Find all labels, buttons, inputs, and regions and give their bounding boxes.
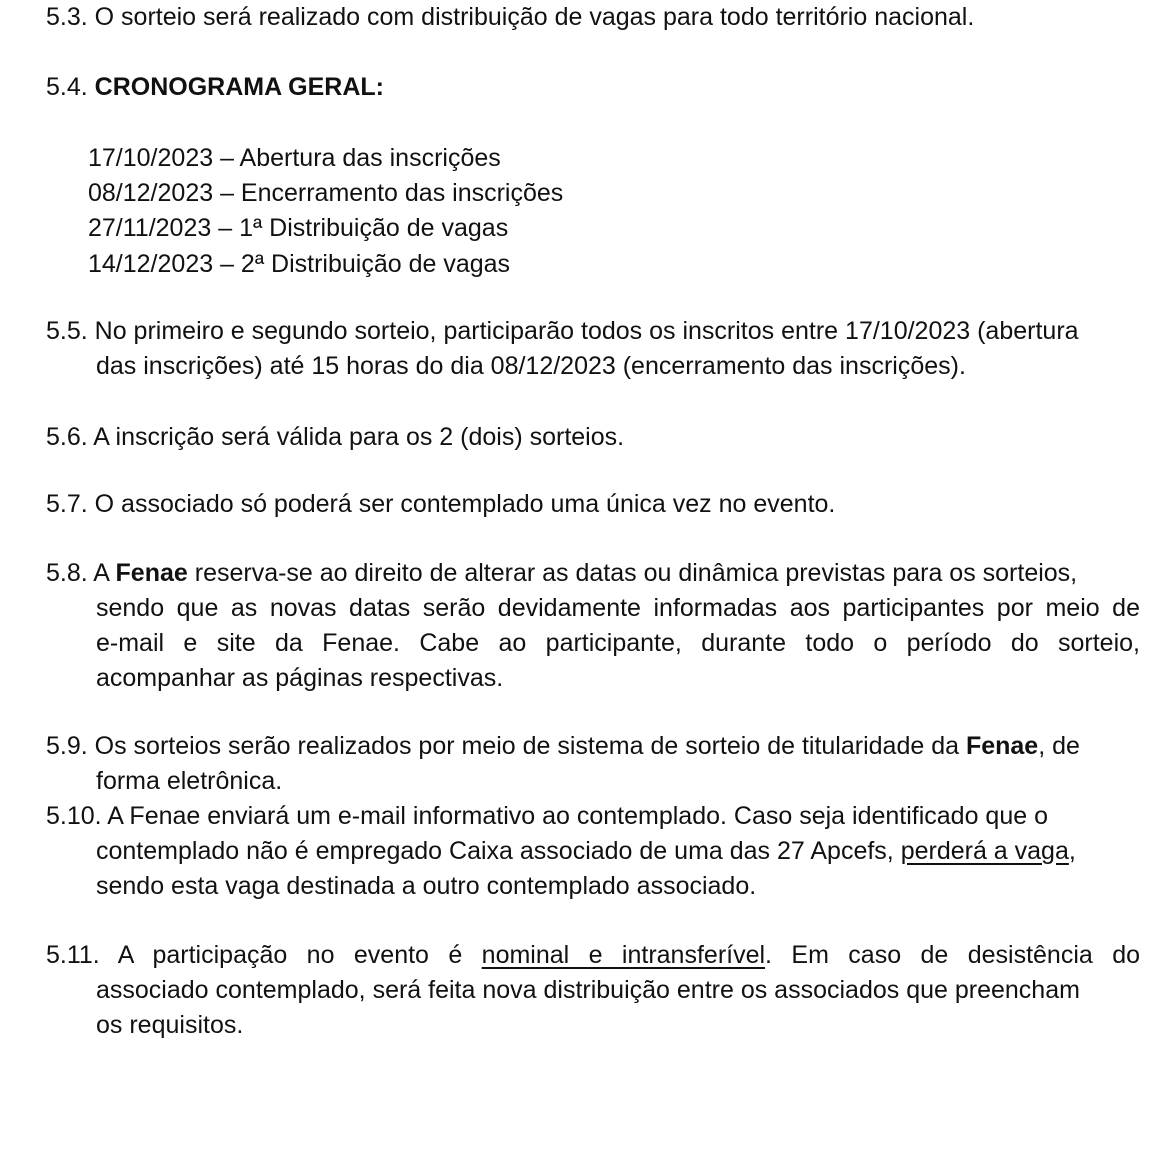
schedule-date: 14/12/2023 <box>88 250 214 278</box>
clause-text-lead: A <box>93 559 116 587</box>
schedule-item <box>88 247 510 282</box>
clause-text-lead: contemplado não é empregado Caixa associado de uma das 27 Apcefs, <box>96 837 901 865</box>
clause-number: 5.7. <box>46 490 88 518</box>
clause-5-10 <box>46 799 1048 834</box>
clause-5-11 <box>46 938 1140 973</box>
clause-text: sendo esta vaga destinada a outro contemplado associado. <box>96 872 757 900</box>
clause-text: reserva-se ao direito de alterar as datas ou dinâmica previstas para os sorteios, <box>187 559 1078 587</box>
clause-text: . Em caso de desistência do <box>765 941 1140 969</box>
fenae-bold: Fenae <box>115 559 188 587</box>
clause-5-8-line3 <box>96 626 1140 661</box>
clause-number: 5.10. <box>46 802 102 830</box>
clause-5-10-line2 <box>96 834 1076 869</box>
schedule-description: Abertura das inscrições <box>239 144 501 172</box>
schedule-item <box>88 176 563 211</box>
clause-5-4 <box>46 70 384 105</box>
clause-text: , <box>1068 837 1076 865</box>
clause-5-9 <box>46 729 1080 764</box>
schedule-separator: – <box>211 214 240 242</box>
clause-5-8-line4 <box>96 661 503 696</box>
clause-5-8-line2 <box>96 591 1140 626</box>
schedule-date: 17/10/2023 <box>88 144 214 172</box>
clause-5-11-line2 <box>96 973 1080 1008</box>
clause-text: A Fenae enviará um e-mail informativo ao contemplado. Caso seja identificado que o <box>107 802 1048 830</box>
clause-5-8 <box>46 556 1077 591</box>
clause-text: os requisitos. <box>96 1011 244 1039</box>
clause-5-3 <box>46 0 974 35</box>
clause-text: sendo que as novas datas serão devidamente informadas aos participantes por meio de <box>96 594 1140 622</box>
clause-number: 5.6. <box>46 423 88 451</box>
clause-5-9-line2 <box>96 764 282 799</box>
schedule-description: 2ª Distribuição de vagas <box>240 250 511 278</box>
clause-text: O associado só poderá ser contemplado uma única vez no evento. <box>94 490 836 518</box>
clause-text: No primeiro e segundo sorteio, participarão todos os inscritos entre 17/10/2023 (abertura <box>94 317 1079 345</box>
clause-text: associado contemplado, será feita nova distribuição entre os associados que preencham <box>96 976 1080 1004</box>
underlined-text: nominal e intransferível <box>481 941 766 969</box>
schedule-date: 27/11/2023 <box>88 214 212 242</box>
clause-text-lead: A participação no evento é <box>117 941 482 969</box>
clause-text: forma eletrônica. <box>96 767 283 795</box>
clause-5-5 <box>46 314 1079 349</box>
schedule-description: Encerramento das inscrições <box>240 179 564 207</box>
schedule-item <box>88 211 508 246</box>
clause-text: , de <box>1038 732 1080 760</box>
clause-number: 5.8. <box>46 559 88 587</box>
clause-text: acompanhar as páginas respectivas. <box>96 664 504 692</box>
schedule-separator: – <box>213 144 240 172</box>
clause-5-6 <box>46 420 624 455</box>
fenae-bold: Fenae <box>965 732 1039 760</box>
clause-5-7 <box>46 487 835 522</box>
clause-text: A inscrição será válida para os 2 (dois) sorteios. <box>93 423 625 451</box>
clause-number: 5.11. <box>46 941 100 969</box>
schedule-item <box>88 141 501 176</box>
clause-text-lead: Os sorteios serão realizados por meio de sistema de sorteio de titularidade da <box>94 732 966 760</box>
schedule-description: 1ª Distribuição de vagas <box>239 214 509 242</box>
clause-number: 5.9. <box>46 732 88 760</box>
underlined-text: perderá a vaga <box>900 837 1069 865</box>
schedule-separator: – <box>213 179 241 207</box>
clause-5-5-continuation <box>96 349 966 384</box>
schedule-date: 08/12/2023 <box>88 179 214 207</box>
section-heading: CRONOGRAMA GERAL: <box>94 73 384 101</box>
clause-number: 5.3. <box>46 3 88 31</box>
clause-5-10-line3 <box>96 869 756 904</box>
clause-text: O sorteio será realizado com distribuição de vagas para todo território nacional. <box>94 3 975 31</box>
clause-text: e-mail e site da Fenae. Cabe ao participante, durante todo o período do sorteio, <box>96 629 1140 657</box>
clause-5-11-line3 <box>96 1008 243 1043</box>
clause-number: 5.5. <box>46 317 88 345</box>
schedule-separator: – <box>213 250 241 278</box>
clause-number: 5.4. <box>46 73 88 101</box>
clause-text: das inscrições) até 15 horas do dia 08/12/2023 (encerramento das inscrições). <box>96 352 966 380</box>
